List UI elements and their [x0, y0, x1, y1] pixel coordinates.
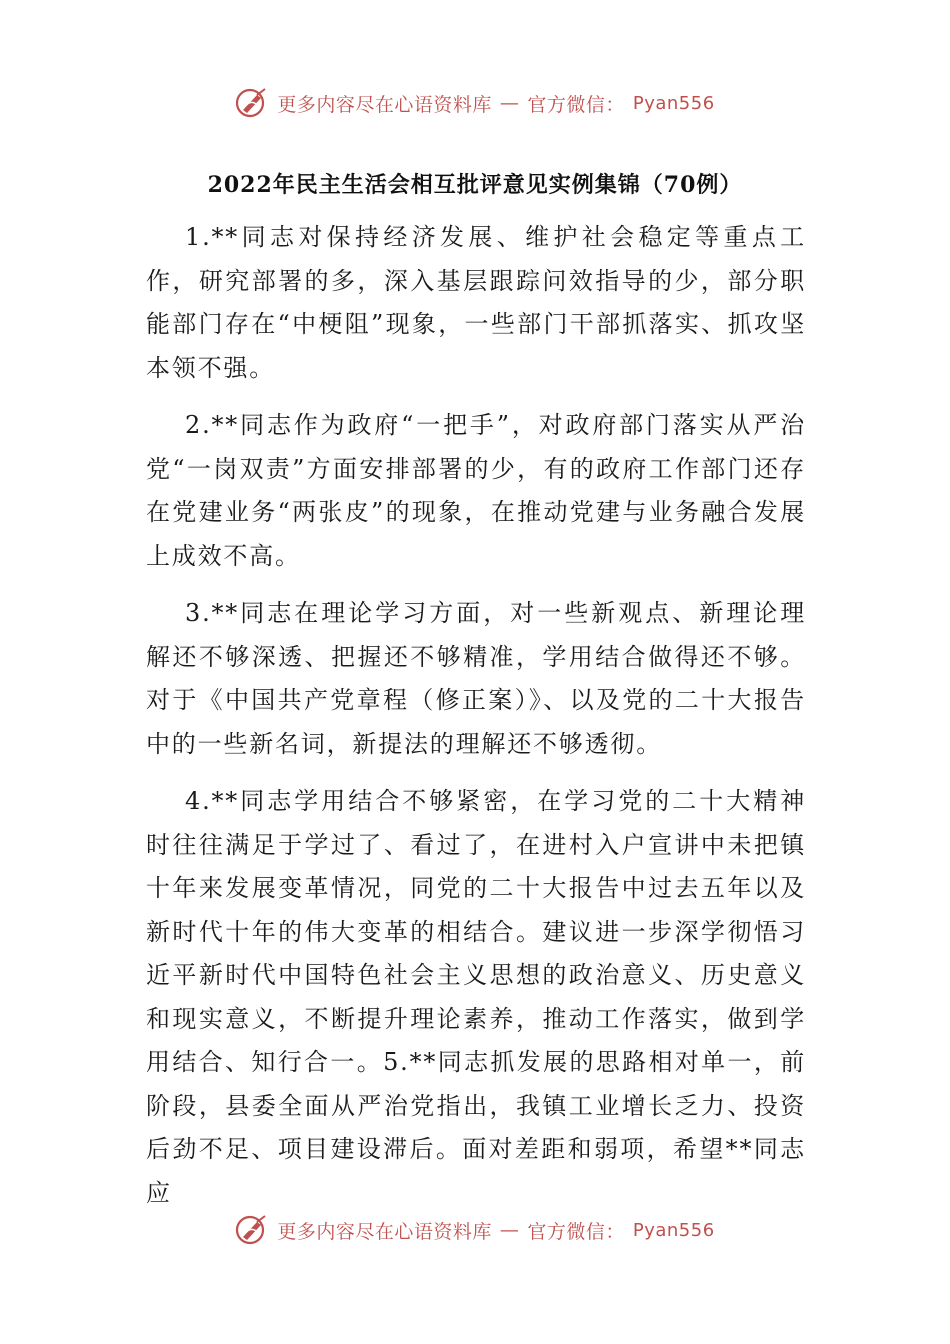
banner-prefix: 更多内容尽在心语资料库	[277, 93, 492, 116]
banner-label: 官方微信：	[527, 93, 625, 116]
header-banner	[0, 86, 950, 120]
banner-dash: —	[499, 1219, 520, 1241]
banner-dash: —	[499, 92, 520, 114]
document-body	[146, 216, 806, 1229]
paragraph-3: 3.**同志在理论学习方面，对一些新观点、新理论理解还不够深透、把握还不够精准，学用结合做得还不够。对于《中国共产党章程（修正案）》、以及党的二十大报告中的一些新名词，新提法的理解还不够透彻。	[146, 599, 806, 758]
paragraph-4: 4.**同志学用结合不够紧密，在学习党的二十大精神时往往满足于学过了、看过了，在进村入户宣讲中未把镇十年来发展变革情况，同党的二十大报告中过去五年以及新时代十年的伟大变革的相结合。建议进一步深学彻悟习近平新时代中国特色社会主义思想的政治意义、历史意义和现实意义，不断提升理论素养，推动工作落实，做到学用结合、知行合一。5.**同志抓发展的思路相对单一，前阶段，县委全面从严治党指出，我镇工业增长乏力、投资后劲不足、项目建设滞后。面对差距和弱项，希望**同志应	[146, 787, 806, 1207]
paragraph-2: 2.**同志作为政府“一把手”，对政府部门落实从严治党“一岗双责”方面安排部署的少，有的政府工作部门还存在党建业务“两张皮”的现象，在推动党建与业务融合发展上成效不高。	[146, 411, 806, 570]
document-title: 2022年民主生活会相互批评意见实例集锦（70例）	[207, 172, 743, 198]
pen-logo-icon	[235, 1213, 269, 1247]
banner-id: Pyan556	[632, 1219, 715, 1241]
banner-prefix: 更多内容尽在心语资料库	[277, 1220, 492, 1243]
pen-logo-icon	[235, 86, 269, 120]
footer-banner	[0, 1213, 950, 1247]
banner-label: 官方微信：	[527, 1220, 625, 1243]
banner-id: Pyan556	[632, 92, 715, 114]
paragraph-1: 1.**同志对保持经济发展、维护社会稳定等重点工作，研究部署的多，深入基层跟踪问效指导的少，部分职能部门存在“中梗阻”现象，一些部门干部抓落实、抓攻坚本领不强。	[146, 223, 806, 382]
